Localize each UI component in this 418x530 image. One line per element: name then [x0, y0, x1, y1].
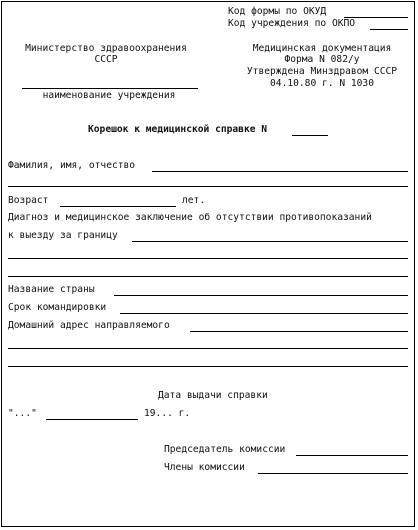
meddoc-date: 04.10.80 г. N 1030: [270, 78, 374, 89]
fio-line[interactable]: [152, 171, 408, 172]
meddoc-form: Форма N 082/у: [284, 54, 360, 65]
fio-label: Фамилия, имя, отчество: [8, 160, 136, 171]
okpo-line[interactable]: [370, 29, 408, 30]
ministry-line1: Министерство здравоохранения: [25, 43, 187, 54]
issue-date-line[interactable]: [46, 419, 138, 420]
diagnosis-label-line2: к выезду за границу: [8, 230, 118, 241]
age-label: Возраст: [8, 195, 49, 206]
institution-caption: наименование учреждения: [42, 90, 176, 101]
trip-term-line[interactable]: [120, 313, 408, 314]
country-label: Название страны: [8, 284, 95, 295]
diagnosis-label-line1: Диагноз и медицинское заключение об отсутствии противопоказаний: [8, 212, 372, 223]
institution-line[interactable]: [22, 88, 198, 89]
diagnosis-line-3[interactable]: [8, 276, 408, 277]
trip-term-label: Срок командировки: [8, 302, 107, 313]
meddoc-approved: Утверждена Минздравом СССР: [246, 66, 398, 77]
page-title: Корешок к медицинской справке N: [88, 124, 268, 135]
issue-year: 19... г.: [144, 408, 191, 419]
issue-day: "...": [8, 408, 37, 419]
country-line[interactable]: [114, 295, 408, 296]
home-address-line-3[interactable]: [8, 366, 408, 367]
ministry-line2: СССР: [94, 54, 118, 65]
diagnosis-line-2[interactable]: [8, 258, 408, 259]
meddoc-line1: Медицинская документация: [252, 43, 392, 54]
diagnosis-line[interactable]: [132, 241, 408, 242]
chairman-label: Председатель комиссии: [164, 444, 286, 455]
issue-date-label: Дата выдачи справки: [158, 390, 268, 401]
okpo-label: Код учреждения по ОКПО: [228, 18, 356, 29]
fio-line-2[interactable]: [8, 186, 408, 187]
members-label: Члены комиссии: [164, 462, 245, 473]
home-address-label: Домашний адрес направляемого: [8, 320, 170, 331]
certificate-number-line[interactable]: [292, 135, 328, 136]
age-unit: лет.: [182, 195, 206, 206]
okud-label: Код формы по ОКУД: [228, 6, 327, 17]
home-address-line[interactable]: [190, 331, 408, 332]
chairman-signature-line[interactable]: [296, 455, 408, 456]
home-address-line-2[interactable]: [8, 348, 408, 349]
age-line[interactable]: [60, 206, 176, 207]
members-signature-line[interactable]: [258, 473, 408, 474]
